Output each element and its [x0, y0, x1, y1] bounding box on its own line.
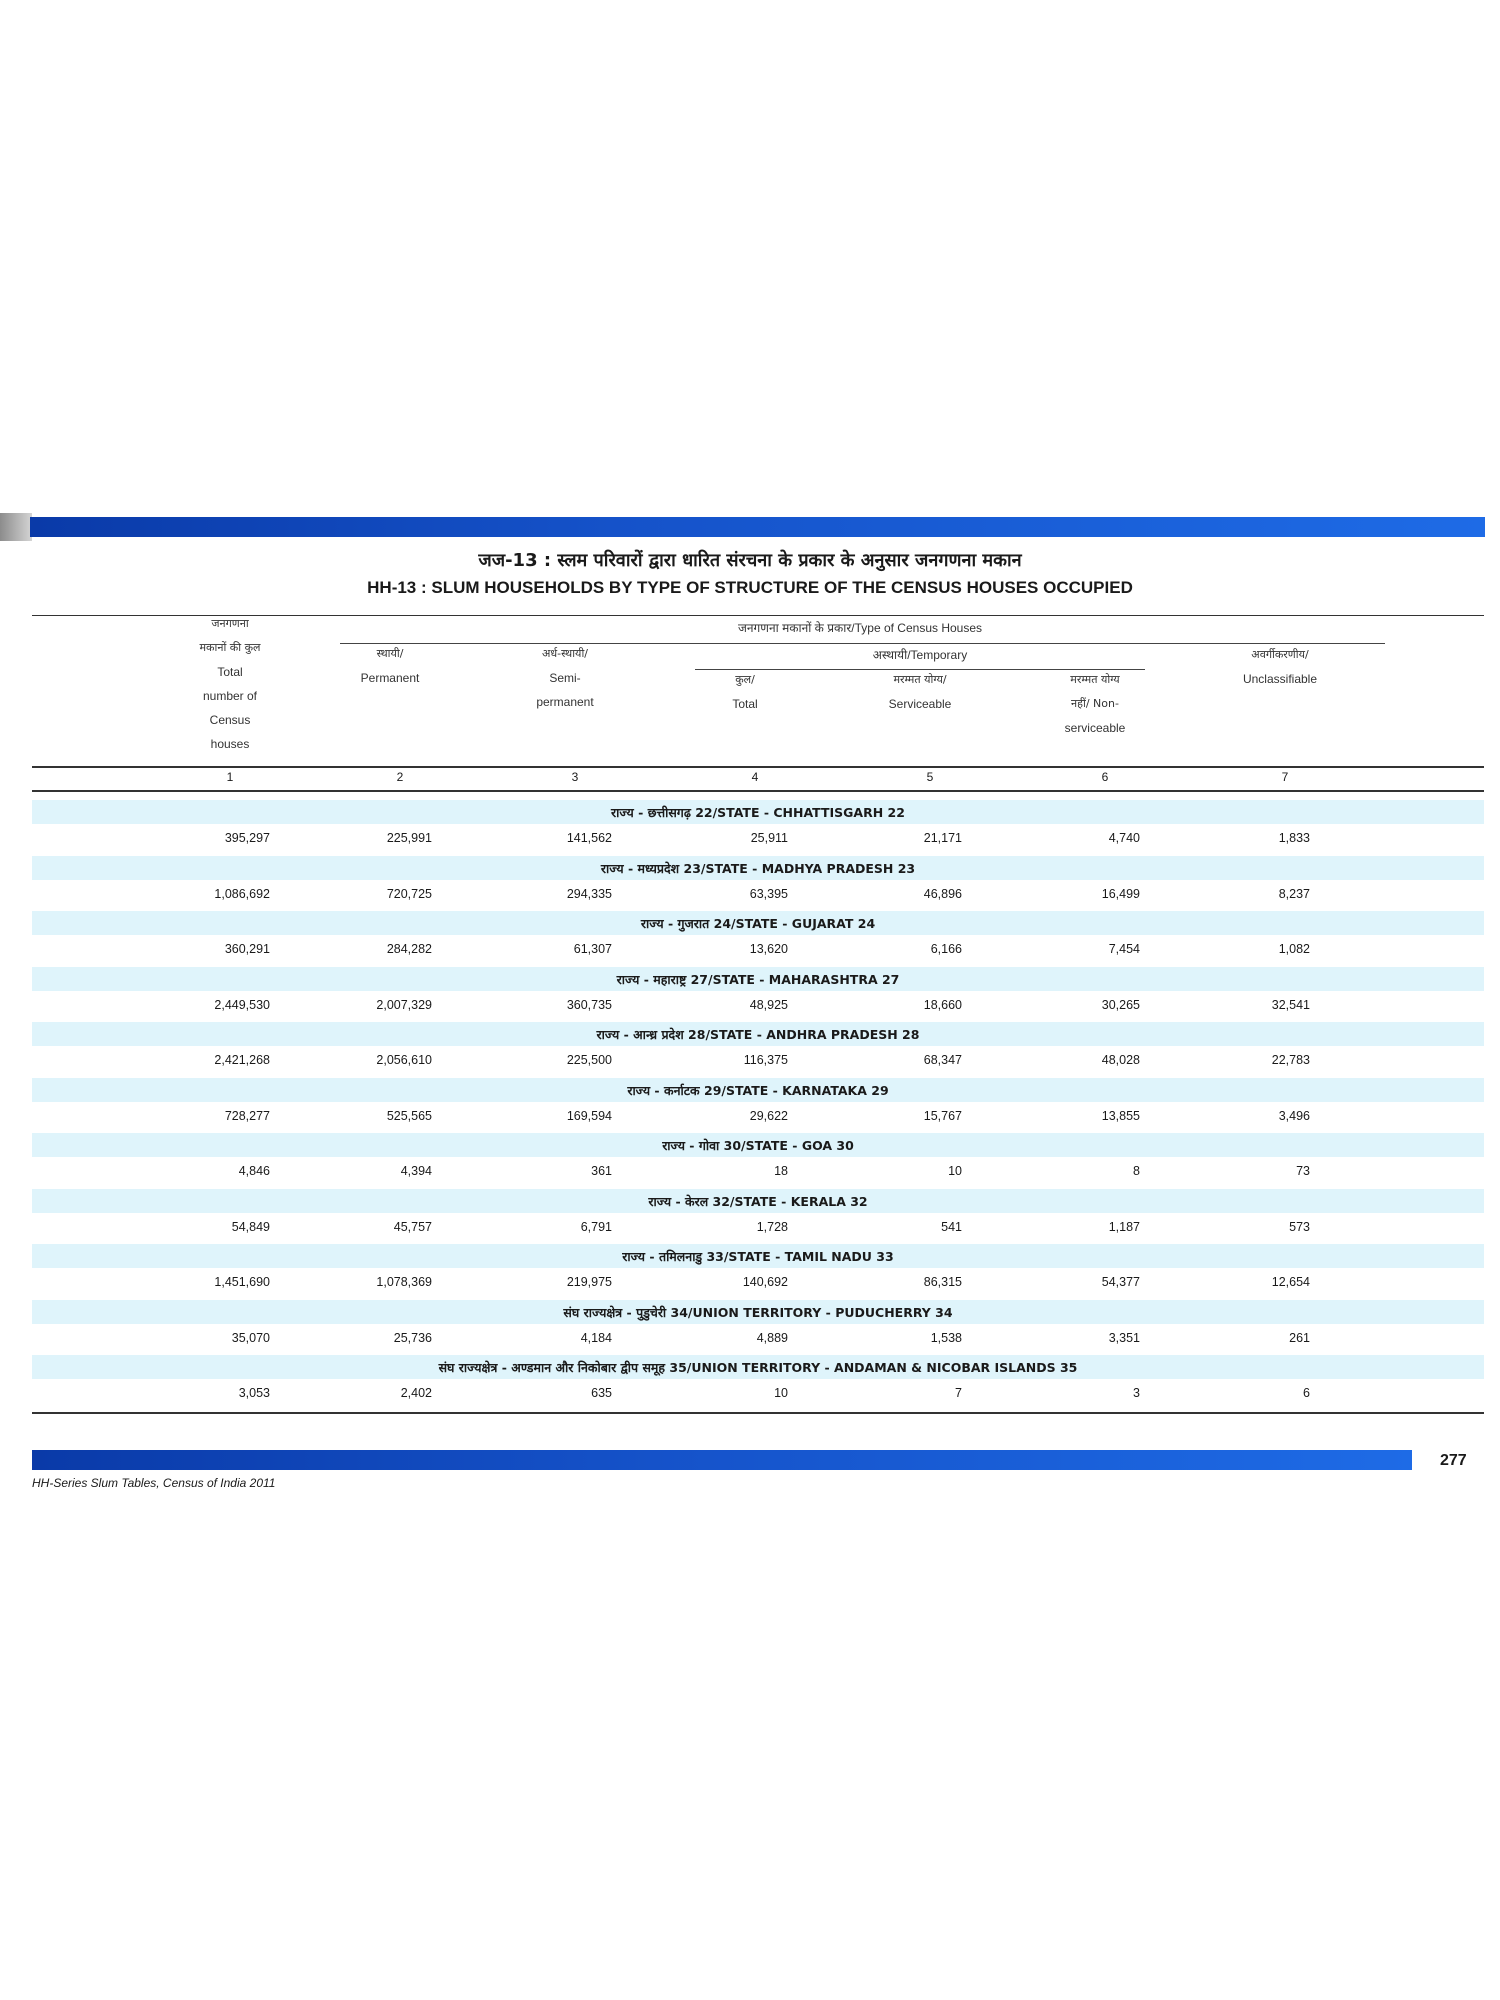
section-label: राज्य - छत्तीसगढ़ 22/STATE - CHHATTISGARH 22	[611, 805, 905, 820]
table-cell: 68,347	[923, 1053, 962, 1067]
section-label: राज्य - गोवा 30/STATE - GOA 30	[662, 1138, 854, 1153]
table-cell: 2,056,610	[376, 1053, 432, 1067]
table-cell: 294,335	[566, 886, 612, 901]
table-cell: 13,620	[749, 942, 788, 956]
table-cell: 10	[948, 1164, 962, 1178]
header-col1-line: Total	[217, 665, 243, 679]
section-label: राज्य - मध्यप्रदेश 23/STATE - MADHYA PRADESH 23	[600, 860, 916, 876]
table-cell: 2,421,268	[214, 1053, 270, 1067]
table-cell: 29,622	[749, 1108, 788, 1123]
header-col1-line: number of	[202, 689, 258, 703]
table-cell: 45,757	[393, 1219, 432, 1234]
table-cell: 4,740	[1108, 831, 1140, 845]
section-label: राज्य - कर्नाटक 29/STATE - KARNATAKA 29	[627, 1082, 889, 1098]
header-col3-line: अर्ध-स्थायी/	[541, 647, 588, 660]
footer-color-bar	[32, 1450, 1412, 1470]
section-band	[32, 1189, 1484, 1213]
column-number: 4	[751, 770, 759, 784]
table-cell: 573	[1289, 1219, 1310, 1234]
column-number: 1	[226, 770, 234, 784]
section-band	[32, 1022, 1484, 1046]
table-cell: 32,541	[1271, 997, 1310, 1012]
section-band	[32, 967, 1484, 991]
table-cell: 35,070	[231, 1330, 270, 1345]
section-band	[32, 1244, 1484, 1268]
table-cell: 169,594	[566, 1108, 612, 1123]
table-cell: 2,402	[400, 1386, 432, 1400]
table-cell: 1,082	[1278, 942, 1310, 956]
table-cell: 18,660	[923, 997, 962, 1012]
table-cell: 2,007,329	[376, 997, 432, 1012]
table-cell: 4,394	[400, 1164, 432, 1178]
table-cell: 6,166	[930, 942, 962, 956]
section-band	[32, 1133, 1484, 1157]
table-cell: 1,538	[930, 1330, 962, 1345]
header-col3-line: Semi-	[549, 671, 581, 685]
header-group-label: जनगणना मकानों के प्रकार/Type of Census Houses	[737, 621, 983, 635]
table-cell: 54,849	[231, 1219, 270, 1234]
table-cell: 3,351	[1108, 1330, 1140, 1345]
header-col5-line: मरम्मत योग्य/	[893, 673, 947, 686]
table-cell: 25,736	[393, 1330, 432, 1345]
table-cell: 4,846	[238, 1164, 270, 1178]
table-cell: 16,499	[1101, 886, 1140, 901]
table-cell: 15,767	[923, 1108, 962, 1123]
table-cell: 1,187	[1108, 1219, 1140, 1234]
column-number: 7	[1281, 770, 1289, 784]
table-cell: 6,791	[580, 1219, 612, 1234]
table-cell: 2,449,530	[214, 997, 270, 1012]
table-title-hindi: जज-13 : स्लम परिवारों द्वारा धारित संरचना के प्रकार के अनुसार जनगणना मकान	[478, 550, 1022, 571]
table-cell: 284,282	[386, 942, 432, 956]
column-number: 3	[571, 770, 579, 784]
footer-citation: HH-Series Slum Tables, Census of India 2011	[32, 1476, 276, 1490]
column-number-rule	[32, 790, 1484, 792]
header-col1-line: जनगणना	[211, 617, 249, 630]
header-col5-line: Serviceable	[888, 697, 952, 711]
table-cell: 3,496	[1278, 1108, 1310, 1123]
table-cell: 1,833	[1278, 831, 1310, 845]
table-cell: 30,265	[1101, 997, 1140, 1012]
header-temporary-label: अस्थायी/Temporary	[872, 648, 968, 662]
header-col6-line: serviceable	[1064, 721, 1126, 735]
header-col4	[685, 668, 805, 716]
table-cell: 261	[1289, 1330, 1310, 1345]
header-col1	[170, 612, 290, 756]
header-col2-line: स्थायी/	[376, 647, 404, 660]
table-cell: 46,896	[923, 886, 962, 901]
table-cell: 141,562	[566, 831, 612, 845]
section-label: राज्य - आन्ध्र प्रदेश 28/STATE - ANDHRA PRADESH 28	[596, 1027, 920, 1042]
column-number: 5	[926, 770, 934, 784]
table-cell: 63,395	[749, 886, 788, 901]
table-cell: 635	[591, 1386, 612, 1400]
table-cell: 48,028	[1101, 1053, 1140, 1067]
section-band	[32, 800, 1484, 824]
table-cell: 13,855	[1101, 1108, 1140, 1123]
section-label: राज्य - तमिलनाडु 33/STATE - TAMIL NADU 33	[622, 1249, 894, 1264]
section-band	[32, 1355, 1484, 1379]
header-color-bar	[30, 517, 1485, 537]
header-col2	[330, 642, 450, 690]
section-label: संघ राज्यक्षेत्र - पुडुचेरी 34/UNION TERRITORY - PUDUCHERRY 34	[563, 1304, 953, 1320]
header-col7-line: अवर्गीकरणीय/	[1251, 648, 1309, 661]
table-cell: 86,315	[923, 1275, 962, 1289]
table-cell: 1,451,690	[214, 1275, 270, 1289]
table-cell: 7	[955, 1386, 962, 1400]
section-label: राज्य - महाराष्ट्र 27/STATE - MAHARASHTRA 27	[616, 971, 900, 987]
column-number: 2	[396, 770, 404, 784]
header-col4-line: कुल/	[735, 673, 755, 686]
table-cell: 25,911	[750, 831, 788, 845]
table-cell: 720,725	[386, 886, 432, 901]
table-cell: 1,078,369	[376, 1275, 432, 1289]
table-cell: 360,735	[566, 997, 612, 1012]
table-bottom-rule	[32, 1412, 1484, 1414]
table-cell: 12,654	[1271, 1275, 1310, 1289]
table-cell: 525,565	[386, 1108, 432, 1123]
table-cell: 22,783	[1271, 1053, 1310, 1067]
table-cell: 54,377	[1101, 1275, 1140, 1289]
page-edge-shadow	[0, 513, 32, 541]
header-col5	[855, 668, 985, 716]
header-col3	[505, 642, 625, 714]
table-cell: 219,975	[566, 1275, 612, 1289]
header-col2-line: Permanent	[360, 671, 420, 685]
page-number: 277	[1440, 1452, 1467, 1469]
table-cell: 361	[591, 1164, 612, 1178]
table-cell: 4,184	[580, 1330, 612, 1345]
header-col3-line: permanent	[536, 695, 594, 709]
header-col7-line: Unclassifiable	[1242, 672, 1318, 686]
column-number: 6	[1101, 770, 1109, 784]
table-cell: 8,237	[1278, 886, 1310, 901]
header-col6-line: मरम्मत योग्य	[1070, 673, 1120, 686]
header-col1-line: Census	[209, 713, 251, 727]
header-col4-line: Total	[732, 697, 758, 711]
section-label: राज्य - केरल 32/STATE - KERALA 32	[648, 1193, 868, 1209]
header-bottom-rule	[32, 766, 1484, 768]
table-cell: 360,291	[224, 942, 270, 956]
table-cell: 395,297	[224, 831, 270, 845]
table-cell: 73	[1296, 1164, 1310, 1178]
header-col1-line: मकानों की कुल	[199, 641, 261, 654]
header-col6-line: नहीं/ Non-	[1071, 697, 1119, 710]
header-col6	[1035, 668, 1155, 740]
section-band	[32, 1078, 1484, 1102]
table-cell: 6	[1303, 1386, 1310, 1400]
table-cell: 18	[774, 1164, 788, 1178]
table-cell: 3	[1133, 1386, 1140, 1400]
table-cell: 48,925	[749, 997, 788, 1012]
section-band	[32, 856, 1484, 880]
table-cell: 541	[941, 1219, 962, 1234]
table-cell: 7,454	[1108, 942, 1140, 956]
table-cell: 21,171	[923, 831, 962, 845]
header-col1-line: houses	[210, 737, 250, 751]
table-cell: 61,307	[573, 942, 612, 956]
table-cell: 225,500	[566, 1053, 612, 1067]
section-label: राज्य - गुजरात 24/STATE - GUJARAT 24	[640, 916, 876, 931]
section-label: संघ राज्यक्षेत्र - अण्डमान और निकोबार द्वीप समूह 35/UNION TERRITORY - ANDAMAN & NICOBAR ISLANDS 35	[438, 1360, 1078, 1375]
table-cell: 140,692	[742, 1275, 788, 1289]
table-cell: 1,728	[756, 1219, 788, 1234]
table-cell: 728,277	[224, 1108, 270, 1123]
section-band	[32, 911, 1484, 935]
table-cell: 1,086,692	[214, 886, 270, 901]
table-cell: 3,053	[238, 1386, 270, 1400]
table-cell: 8	[1133, 1164, 1140, 1178]
table-title-english: HH-13 : SLUM HOUSEHOLDS BY TYPE OF STRUCTURE OF THE CENSUS HOUSES OCCUPIED	[367, 578, 1133, 597]
table-cell: 116,375	[743, 1053, 788, 1067]
table-cell: 225,991	[386, 831, 432, 845]
header-col7	[1210, 643, 1350, 691]
table-cell: 4,889	[756, 1330, 788, 1345]
section-band	[32, 1300, 1484, 1324]
table-cell: 10	[774, 1386, 788, 1400]
